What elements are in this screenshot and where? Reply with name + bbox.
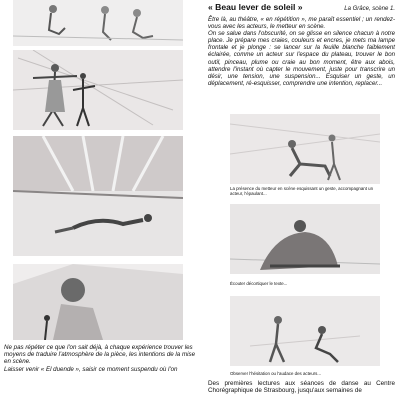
section-title: « Beau lever de soleil » xyxy=(208,2,303,12)
scene-reference: La Grâce, scène 1. xyxy=(344,6,395,12)
left-column xyxy=(0,0,196,400)
photo-caption-1: La présence du metteur en scène esquissant un geste, accompagnant un acteur, l'épaulant... xyxy=(230,186,374,196)
left-text-block xyxy=(4,344,196,373)
photo-actors-hesitation xyxy=(230,296,380,366)
bottom-paragraph: Des premières lectures aux séances de danse au Centre Chorégraphique de Strasbourg, jusqu'aux semaines de xyxy=(208,380,395,395)
left-paragraph-2: Laisser venir « El duende », saisir ce moment suspendu où l'on xyxy=(4,365,178,373)
intro-paragraph-2: On se salue dans l'obscurité, on se glisse en silence chacun à notre place. Je prépare mes craies, couleurs et encres, je mets ma lampe frontale et je plonge : se lancer sur la feuille blanche faiblement éclairée, comme un acteur sur l'espace du plateau, trouver le bon outil, pinceau, plume ou craie au bon moment, être aux abois, attendre l'instant où capter le mouvement, juste pour transcrire un désir, une tension, une suspension... Esquiser un geste, un déplacement, ré-esquisser, comprendre une intention, replacer... xyxy=(208,30,395,87)
sketch-seated-figures xyxy=(13,0,183,46)
sketch-standing-figures xyxy=(13,50,183,130)
photo-text-reading xyxy=(230,204,380,274)
photo-caption-2: Écouter décortiquer le texte... xyxy=(230,281,288,286)
photo-director-gesture xyxy=(230,114,380,184)
intro-paragraph-1: Être là, au théâtre, « en répétition », me paraît essentiel ; un rendez-vous avec les acteurs, le metteur en scène. xyxy=(208,16,395,31)
sketch-moon-scene xyxy=(13,264,183,340)
right-column xyxy=(208,0,395,400)
intro-text xyxy=(208,16,395,87)
photo-caption-3: Observer l'hésitation ou l'audace des acteurs... xyxy=(230,371,322,376)
sketch-lying-figure xyxy=(13,136,183,256)
bottom-text-block xyxy=(208,380,395,394)
left-paragraph-1: Ne pas répéter ce que l'on sait déjà, à chaque expérience trouver les moyens de traduire l'atmosphère de la pièce, les intentions de la mise en scène. xyxy=(4,344,196,366)
section-header xyxy=(208,2,395,12)
